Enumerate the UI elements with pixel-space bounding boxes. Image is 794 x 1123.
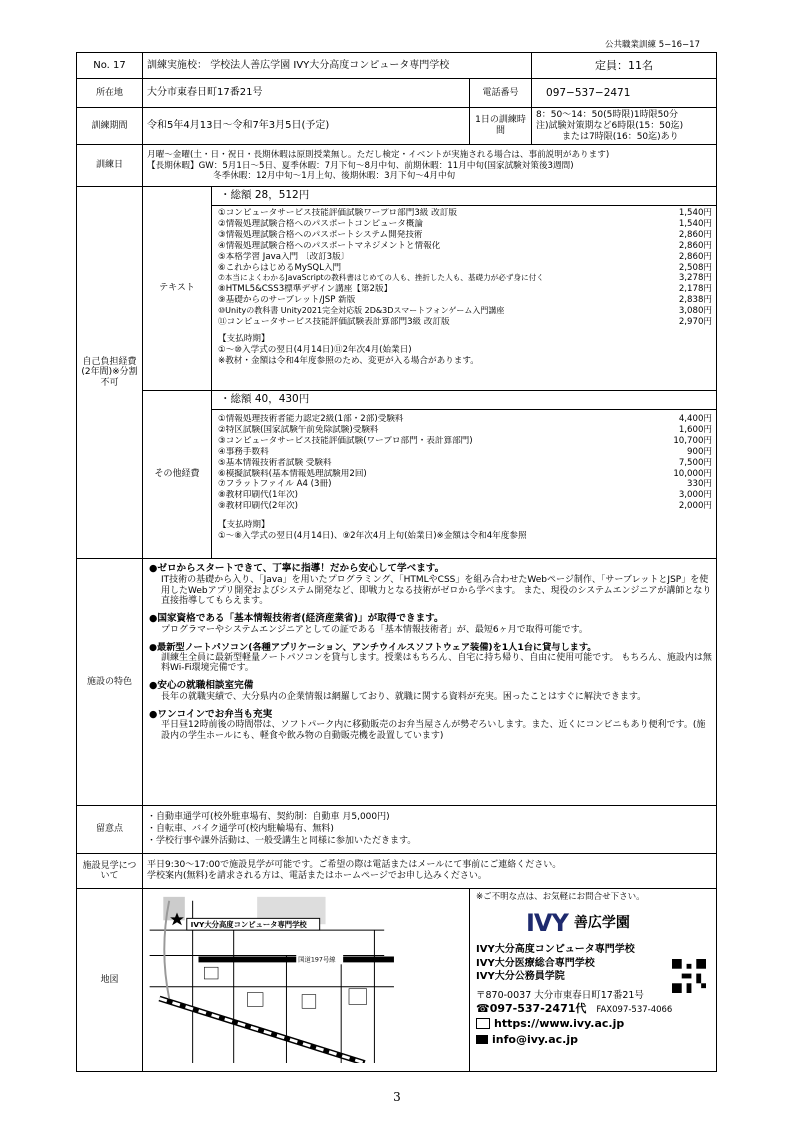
website-link[interactable]: https://www.ivy.ac.jp [494, 1016, 625, 1030]
website-row [476, 1017, 710, 1031]
item-price: 7,500円 [678, 457, 713, 468]
list-item [218, 263, 712, 274]
email-row [476, 1033, 710, 1047]
other-total: ・総額 40，430円 [212, 391, 716, 410]
item-name: ⑧HTML5&CSS3標準デザイン講座【第2版】 [218, 284, 393, 295]
item-name: ④事務手数料 [218, 446, 269, 457]
list-item [218, 469, 712, 480]
visit-line: 学校案内(無料)を請求される方は、電話またはホームページでお申し込みください。 [147, 871, 487, 882]
item-name: ②特区試験(国家試験午前免除試験)受験料 [218, 424, 379, 435]
item-price: 1,600円 [678, 424, 713, 435]
training-period: 令和5年4月13日～令和7年3月5日(予定) [143, 108, 470, 145]
payment-note: ※教材・金額は令和4年度参照のため、変更が入る場合があります。 [218, 355, 479, 366]
item-price: 4,400円 [678, 413, 713, 424]
other-label: その他経費 [143, 391, 212, 559]
logo-group: 善広学園 [573, 914, 630, 931]
list-item [218, 490, 712, 501]
visit-cell [143, 854, 717, 889]
access-map [145, 891, 467, 1063]
fax-number: FAX097-537-4066 [596, 1005, 673, 1016]
text-cost-cell [212, 187, 717, 391]
payment-line: ①～⑩入学式の翌日(4月14日)⑪2年次4月(始業日) [218, 344, 412, 355]
notes-label: 留意点 [77, 806, 143, 854]
item-price: 2,860円 [678, 251, 713, 262]
location-label: 所在地 [77, 79, 143, 108]
email-link[interactable]: info@ivy.ac.jp [492, 1032, 578, 1046]
page-number: 3 [393, 1090, 401, 1104]
payment-title: 【支払時期】 [218, 333, 270, 344]
road-map-label: 国道197号線 [298, 956, 336, 964]
feature-heading: ●安心の就職相談室完備 [149, 680, 254, 692]
item-name: ⑦フラットファイル A4 (3冊) [218, 479, 332, 490]
other-payment [212, 512, 716, 544]
list-item [218, 219, 712, 230]
item-price: 10,700円 [673, 435, 713, 446]
contact-note: ※ご不明な点は、お気軽にお問合せ下さい。 [476, 892, 645, 903]
list-item [218, 295, 712, 306]
item-name: ②情報処理試験合格へのパスポートコンピュータ概論 [218, 218, 424, 229]
list-item [218, 241, 712, 252]
item-name: ③情報処理試験合格へのパスポートシステム開発技術 [218, 229, 423, 240]
list-item [218, 306, 712, 317]
map-cell [143, 889, 470, 1072]
text-payment [212, 328, 716, 369]
item-price: 2,838円 [678, 295, 713, 306]
item-name: ①コンピュータサービス技能評価試験ワープロ部門3級 改訂版 [218, 207, 457, 218]
feature-heading: ●ワンコインでお弁当も充実 [149, 708, 273, 720]
text-total: ・総額 28，512円 [212, 187, 716, 206]
hours-cell [532, 108, 717, 145]
item-name: ①情報処理技術者能力認定2級(1部・2部)受験料 [218, 413, 404, 424]
address: 大分市東春日町17番21号 [143, 79, 470, 108]
payment-line: ①～⑧入学式の翌日(4月14日)、⑨2年次4月上旬(始業日)※金額は令和4年度参照 [218, 531, 527, 542]
item-name: ④情報処理試験合格へのパスポートマネジメントと情報化 [218, 240, 441, 251]
feature-heading: ●国家資格である「基本情報技術者(経済産業省)」が取得できます。 [149, 613, 444, 625]
capacity: 定員：11名 [532, 53, 717, 79]
item-name: ⑦本当によくわかるJavaScriptの教科書はじめての人も、挫折した人も、基礎力が必ず身に付く [218, 273, 544, 283]
days-line: 月曜～金曜(土・日・祝日・長期休暇は原則授業無し。ただし検定・イベントが実施される場合は、事前説明があります) [147, 149, 610, 160]
provider-name: 学校法人善広学園 IVY大分高度コンピュータ専門学校 [210, 59, 450, 71]
postal-address: 〒870-0037 大分市東春日町17番21号 [476, 989, 644, 1001]
item-name: ⑥これからはじめるMySQL入門 [218, 262, 342, 273]
school-name: IVY大分公務員学院 [476, 971, 565, 983]
item-price: 1,540円 [678, 218, 713, 229]
item-price: 2,178円 [678, 284, 713, 295]
item-price: 2,860円 [678, 240, 713, 251]
phone-label: 電話番号 [470, 79, 532, 108]
list-item [218, 230, 712, 241]
feature-heading: ●ゼロからスタートできて、丁寧に指導！だから安心して学べます。 [149, 563, 445, 575]
item-name: ⑨基礎からのサーブレット/JSP 新版 [218, 295, 356, 306]
cost-label: 自己負担経費(2年間)※分割不可 [77, 187, 143, 559]
computer-icon [476, 1018, 490, 1029]
school-name: IVY大分医療総合専門学校 [476, 957, 595, 969]
item-name: ⑩Unityの教科書 Unity2021完全対応版 2D&3Dスマートフォンゲーム入門講座 [218, 306, 505, 316]
feature-heading: ●最新型ノートパソコン(各種アプリケーション、アンチウイルスソフトウェア装備)を1人1台に貸与します。 [149, 641, 597, 653]
hours-line: 8：50～14：50(5時限)1時限50分 [536, 110, 679, 120]
list-item [218, 436, 712, 447]
item-price: 3,278円 [678, 273, 713, 284]
list-item [218, 425, 712, 436]
logo [526, 909, 710, 938]
item-name: ⑪コンピュータサービス技能評価試験表計算部門3級 改訂版 [218, 317, 450, 328]
item-price: 2,970円 [678, 317, 713, 328]
item-name: ⑤基本情報技術者試験 受験料 [218, 457, 332, 468]
other-cost-cell [212, 391, 717, 559]
document-reference-code: 公共職業訓練 5−16−17 [605, 40, 700, 50]
phone-number: 097−537−2471 [532, 79, 717, 108]
list-item [218, 458, 712, 469]
list-item [218, 414, 712, 425]
provider-cell [143, 53, 532, 79]
feature-body: 長年の就職実績で、大分県内の企業情報は網羅しており、就職に関する資料が充実。困ったことはすぐに解決できます。 [161, 691, 647, 702]
item-price: 3,080円 [678, 306, 713, 317]
features-cell [143, 559, 717, 806]
item-price: 2,860円 [678, 229, 713, 240]
course-info-table [76, 52, 717, 1072]
list-item [218, 252, 712, 263]
item-price: 1,540円 [678, 207, 713, 218]
item-price: 2,508円 [678, 262, 713, 273]
note-line: ・自転車、バイク通学可(校内駐輪場有、無料) [147, 824, 334, 835]
days-label: 訓練日 [77, 145, 143, 187]
item-name: ⑤本格学習 Java入門 〔改訂3版〕 [218, 251, 350, 262]
item-name: ③コンピュータサービス技能評価試験(ワープロ部門・表計算部門) [218, 435, 473, 446]
tel-number: ☎097-537-2471代 [476, 1002, 587, 1016]
list-item [218, 273, 712, 284]
days-line: 冬季休暇：12月中旬～1月上旬、後期休暇：3月下旬～4月中旬 [213, 171, 456, 182]
feature-body: 訓練生全員に最新型軽量ノートパソコンを貸与します。授業はもちろん、自宅に持ち帰り、自由に使用可能です。 もちろん、施設内は無料Wi-Fi環境完備です。 [161, 652, 712, 674]
other-items [212, 410, 716, 512]
qr-code-icon [672, 959, 706, 993]
days-line: 【長期休暇】GW：5月1日～5日、夏季休暇：7月下旬～8月中旬、前期休暇：11月中旬(国家試験対策後3週間) [147, 160, 574, 171]
list-item [218, 479, 712, 490]
item-name: ⑨教材印刷代(2年次) [218, 501, 299, 512]
text-items [212, 206, 716, 328]
hours-line: または7時限(16：50迄)あり [562, 131, 679, 142]
features-label: 施設の特色 [77, 559, 143, 806]
school-map-label: IVY大分高度コンピュータ専門学校 [190, 920, 307, 930]
list-item [218, 447, 712, 458]
map-label: 地図 [77, 889, 143, 1072]
item-price: 330円 [687, 479, 713, 490]
item-price: 10,000円 [673, 468, 713, 479]
logo-text: IVY [526, 908, 568, 937]
hours-label: 1日の訓練時間 [470, 108, 532, 145]
list-item [218, 284, 712, 295]
note-line: ・学校行事や課外活動は、一般受講生と同様に参加いただきます。 [147, 835, 417, 846]
text-label: テキスト [143, 187, 212, 391]
visit-line: 平日9:30～17:00で施設見学が可能です。ご希望の際は電話またはメールにて事前にご連絡ください。 [147, 859, 562, 870]
list-item [218, 501, 712, 512]
school-name: IVY大分高度コンピュータ専門学校 [476, 944, 635, 956]
provider-label: 訓練実施校： [147, 59, 207, 71]
item-price: 3,000円 [678, 490, 713, 501]
item-price: 900円 [687, 446, 713, 457]
item-price: 2,000円 [678, 501, 713, 512]
visit-label: 施設見学について [77, 854, 143, 889]
feature-body: 平日昼12時前後の時間帯は、ソフトパーク内に移動販売のお弁当屋さんが勢ぞろいします。また、近くにコンビニもあり便利です。(施設内の学生ホールにも、軽食や飲み物の自動販売機を設置しています) [161, 720, 706, 741]
item-name: ⑥模擬試験料(基本情報処理試験用2回) [218, 468, 367, 479]
notes-cell [143, 806, 717, 854]
payment-title: 【支払時期】 [218, 520, 270, 531]
mail-icon [476, 1035, 488, 1044]
days-cell [143, 145, 717, 187]
list-item [218, 317, 712, 328]
note-line: ・自動車通学可(校外駐車場有、契約制：自動車 月5,000円) [147, 812, 390, 823]
phone-fax [476, 1002, 710, 1016]
period-label: 訓練期間 [77, 108, 143, 145]
item-name: ⑧教材印刷代(1年次) [218, 490, 299, 501]
hours-line: 注)試験対策期など6時限(15：50迄) [536, 120, 684, 131]
course-number: No. 17 [77, 53, 143, 79]
feature-body: IT技術の基礎から入り、「Java」を用いたプログラミング、「HTMLやCSS」を組み合わせたWebページ制作、「サーブレットとJSP」を使用したWebアプリ開発およびシステム開発など、即戦力となる技術がゼロから学べます。 また、現役のシステムエンジニアが講師となり直接指導してもらえます。 [161, 574, 712, 607]
feature-body: プログラマーやシステムエンジニアとしての証である「基本情報技術者」が、最短6ヶ月で取得可能です。 [161, 624, 588, 635]
contact-cell [470, 889, 717, 1072]
list-item [218, 208, 712, 219]
